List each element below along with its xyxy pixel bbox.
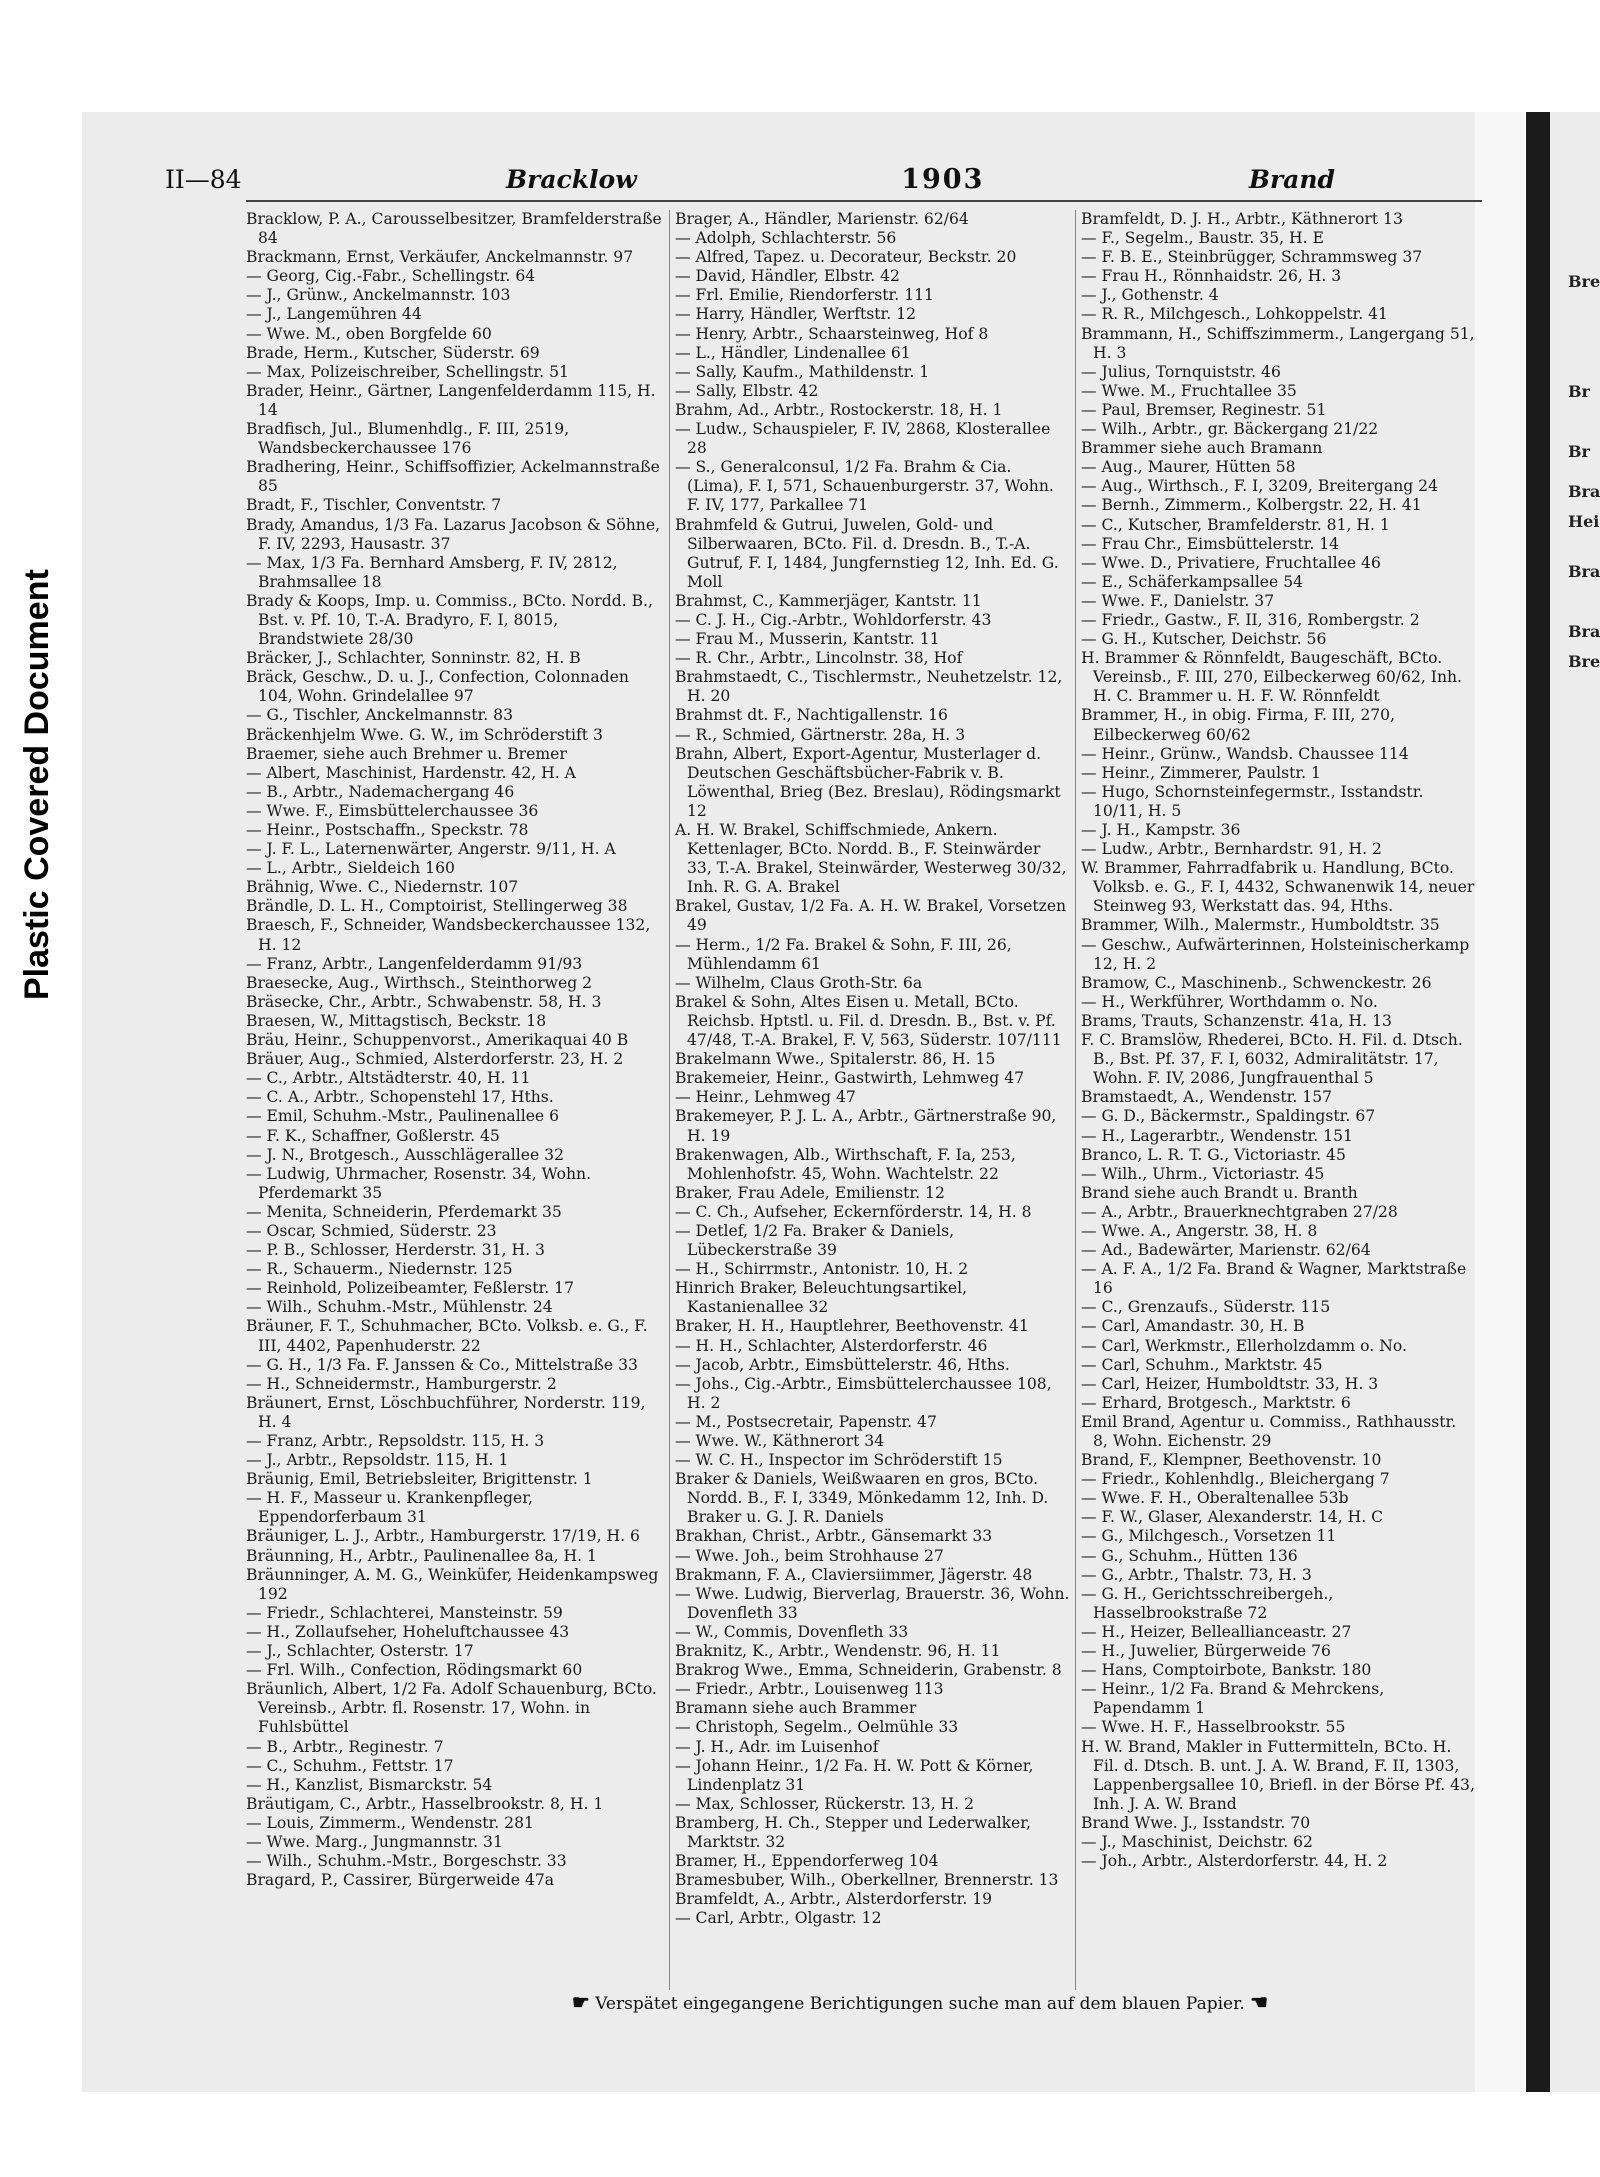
directory-entry: Bramer, H., Eppendorferweg 104 xyxy=(675,1852,939,1871)
directory-entry: — Herm., 1/2 Fa. Brakel & Sohn, F. III, 26, Mühlendamm 61 xyxy=(675,935,1012,973)
directory-entry: Brammann, H., Schiffszimmerm., Langergang 51, H. 3 xyxy=(1081,324,1475,362)
directory-entry: — Louis, Zimmerm., Wendenstr. 281 xyxy=(246,1813,534,1832)
directory-entry: — Sally, Kaufm., Mathildenstr. 1 xyxy=(675,362,930,381)
directory-entry: — Max, Schlosser, Rückerstr. 13, H. 2 xyxy=(675,1794,975,1813)
directory-entry: — Heinr., 1/2 Fa. Brand & Mehrckens, Papendamm 1 xyxy=(1081,1680,1385,1718)
directory-entry: Braemer, siehe auch Brehmer u. Bremer xyxy=(246,744,567,763)
directory-entry: Brady & Koops, Imp. u. Commiss., BCto. Nordd. B., Bst. v. Pf. 10, T.-A. Bradyro, F. I, 8015, Brandstwiete 28/30 xyxy=(246,591,653,649)
directory-entry: — Wwe. H. F., Hasselbrookstr. 55 xyxy=(1081,1718,1346,1737)
directory-entry: — J. H., Adr. im Luisenhof xyxy=(675,1737,879,1756)
directory-entry: — Wilhelm, Claus Groth-Str. 6a xyxy=(675,973,923,992)
directory-entry: F. C. Bramslöw, Rhederei, BCto. H. Fil. d. Dtsch. B., Bst. Pf. 37, F. I, 6032, Admiralitätstr. 17, Wohn. F. IV, 2086, Jungfrauenthal 5 xyxy=(1081,1031,1463,1088)
directory-entry: — F., Segelm., Baustr. 35, H. E xyxy=(1081,229,1324,248)
directory-entry: Branco, L. R. T. G., Victoriastr. 45 xyxy=(1081,1145,1346,1164)
directory-entry: Brammer, H., in obig. Firma, F. III, 270, Eilbeckerweg 60/62 xyxy=(1081,706,1396,744)
directory-entry: — J., Grünw., Anckelmannstr. 103 xyxy=(246,286,511,305)
column-divider xyxy=(669,210,670,1990)
directory-entry: Bramfeldt, A., Arbtr., Alsterdorferstr. 19 xyxy=(675,1890,993,1909)
directory-entry: — Julius, Tornquiststr. 46 xyxy=(1081,362,1281,381)
directory-entry: Brahmfeld & Gutrui, Juwelen, Gold- und Silberwaaren, BCto. Fil. d. Dresdn. B., T.-A. Gutruf, F. I, 1484, Jungfernstieg 12, Inh. Ed. G. Moll xyxy=(675,515,1059,591)
directory-entry: — G. H., Gerichtsschreibergeh., Hasselbrookstraße 72 xyxy=(1081,1584,1334,1622)
directory-entry: — Harry, Händler, Werftstr. 12 xyxy=(675,305,917,324)
directory-entry: — J. N., Brotgesch., Ausschlägerallee 32 xyxy=(246,1145,565,1164)
directory-entry: Bräcker, J., Schlachter, Sonninstr. 82, H. B xyxy=(246,649,581,668)
next-page-text: Bra xyxy=(1568,562,1600,581)
directory-entry: — B., Arbtr., Reginestr. 7 xyxy=(246,1737,444,1756)
directory-entry: — L., Arbtr., Sieldeich 160 xyxy=(246,859,455,878)
directory-entry: — Ad., Badewärter, Marienstr. 62/64 xyxy=(1081,1241,1371,1260)
directory-entry: — H., Werkführer, Worthdamm o. No. xyxy=(1081,992,1378,1011)
directory-entry: Bräsecke, Chr., Arbtr., Schwabenstr. 58, H. 3 xyxy=(246,992,602,1011)
directory-entry: Hinrich Braker, Beleuchtungsartikel, Kastanienallee 32 xyxy=(675,1279,968,1317)
directory-entry: — Wwe. F., Danielstr. 37 xyxy=(1081,591,1275,610)
directory-entry: Brade, Herm., Kutscher, Süderstr. 69 xyxy=(246,343,540,362)
directory-entry: Brakhan, Christ., Arbtr., Gänsemarkt 33 xyxy=(675,1527,993,1546)
directory-entry: — Frau M., Musserin, Kantstr. 11 xyxy=(675,630,940,649)
directory-entry: Bramow, C., Maschinenb., Schwenckestr. 26 xyxy=(1081,973,1432,992)
directory-entry: Bräuner, F. T., Schuhmacher, BCto. Volksb. e. G., F. III, 4402, Papenhuderstr. 22 xyxy=(246,1317,648,1355)
directory-entry: — H., Kanzlist, Bismarckstr. 54 xyxy=(246,1775,493,1794)
page-number: II—84 xyxy=(165,165,242,194)
directory-entry: — J., Gothenstr. 4 xyxy=(1081,286,1219,305)
directory-entry: — G. H., Kutscher, Deichstr. 56 xyxy=(1081,630,1327,649)
directory-entry: — Carl, Heizer, Humboldtstr. 33, H. 3 xyxy=(1081,1374,1379,1393)
directory-entry: Bradt, F., Tischler, Conventstr. 7 xyxy=(246,496,502,515)
directory-entry: — Menita, Schneiderin, Pferdemarkt 35 xyxy=(246,1202,562,1221)
directory-entry: — Heinr., Postschaffn., Speckstr. 78 xyxy=(246,821,529,839)
directory-entry: — Erhard, Brotgesch., Marktstr. 6 xyxy=(1081,1393,1351,1412)
footer-text: Verspätet eingegangene Berichtigungen suche man auf dem blauen Papier. xyxy=(595,1994,1245,2014)
directory-entry: Bradfisch, Jul., Blumenhdlg., F. III, 2519, Wandsbeckerchaussee 176 xyxy=(246,420,570,458)
directory-entry: — Johann Heinr., 1/2 Fa. H. W. Pott & Körner, Lindenplatz 31 xyxy=(675,1756,1034,1794)
directory-entry: — David, Händler, Elbstr. 42 xyxy=(675,267,900,286)
left-keyword: Bracklow xyxy=(506,165,637,194)
directory-entry: — Ludw., Schauspieler, F. IV, 2868, Klosterallee 28 xyxy=(675,420,1051,458)
directory-entry: Emil Brand, Agentur u. Commiss., Rathhausstr. 8, Wohn. Eichenstr. 29 xyxy=(1081,1412,1457,1450)
directory-entry: Braker, Frau Adele, Emilienstr. 12 xyxy=(675,1183,945,1202)
directory-entry: Brakel, Gustav, 1/2 Fa. A. H. W. Brakel, Vorsetzen 49 xyxy=(675,897,1067,935)
directory-entry: A. H. W. Brakel, Schiffschmiede, Ankern. Kettenlager, BCto. Nordd. B., F. Steinwärder 33, T.-A. Brakel, Steinwärder, Westerweg 30/32, Inh. R. G. A. Brakel xyxy=(675,821,1067,897)
directory-entry: — H. H., Schlachter, Alsterdorferstr. 46 xyxy=(675,1336,988,1355)
directory-entry: H. Brammer & Rönnfeldt, Baugeschäft, BCto. Vereinsb., F. III, 270, Eilbeckerweg 60/62, Inh. H. C. Brammer u. H. F. W. Rönnfeldt xyxy=(1081,649,1463,706)
directory-entry: Brand siehe auch Brandt u. Branth xyxy=(1081,1183,1358,1202)
directory-entry: — Max, Polizeischreiber, Schellingstr. 51 xyxy=(246,362,569,381)
directory-entry: — F. B. E., Steinbrügger, Schrammsweg 37 xyxy=(1081,248,1423,267)
directory-entry: — Geschw., Aufwärterinnen, Holsteinischerkamp 12, H. 2 xyxy=(1081,935,1470,973)
directory-entry: — Reinhold, Polizeibeamter, Feßlerstr. 17 xyxy=(246,1279,575,1298)
directory-entry: — Aug., Maurer, Hütten 58 xyxy=(1081,458,1296,477)
directory-entry: W. Brammer, Fahrradfabrik u. Handlung, BCto. Volksb. e. G., F. I, 4432, Schwanenwik 14, neuer Steinweg 93, Werkstatt das. 94, Hths. xyxy=(1081,859,1475,916)
directory-entry: Bräu, Heinr., Schuppenvorst., Amerikaquai 40 B xyxy=(246,1031,629,1050)
directory-entry: — Sally, Elbstr. 42 xyxy=(675,381,819,400)
directory-entry: — Heinr., Lehmweg 47 xyxy=(675,1088,856,1107)
directory-entry: — Ludw., Arbtr., Bernhardstr. 91, H. 2 xyxy=(1081,840,1382,859)
directory-entry: — Max, 1/3 Fa. Bernhard Amsberg, F. IV, 2812, Brahmsallee 18 xyxy=(246,553,618,591)
directory-entry: Brändle, D. L. H., Comptoirist, Stellingerweg 38 xyxy=(246,897,628,916)
directory-entry: Bräckenhjelm Wwe. G. W., im Schröderstift 3 xyxy=(246,725,603,744)
directory-entry: Bräunig, Emil, Betriebsleiter, Brigittenstr. 1 xyxy=(246,1470,593,1489)
directory-entry: Braknitz, K., Arbtr., Wendenstr. 96, H. 11 xyxy=(675,1642,1001,1661)
directory-entry: Brahmst, C., Kammerjäger, Kantstr. 11 xyxy=(675,591,982,610)
directory-entry: Bräck, Geschw., D. u. J., Confection, Colonnaden 104, Wohn. Grindelallee 97 xyxy=(246,668,629,706)
directory-entry: Bradhering, Heinr., Schiffsoffizier, Ackelmannstraße 85 xyxy=(246,458,660,496)
directory-entry: Bräuer, Aug., Schmied, Alsterdorferstr. 23, H. 2 xyxy=(246,1050,624,1069)
directory-entry: — L., Händler, Lindenallee 61 xyxy=(675,343,911,362)
directory-entry: Brady, Amandus, 1/3 Fa. Lazarus Jacobson & Söhne, F. IV, 2293, Hausastr. 37 xyxy=(246,515,661,553)
directory-entry: — Oscar, Schmied, Süderstr. 23 xyxy=(246,1221,497,1240)
directory-entry: — C. A., Arbtr., Schopenstehl 17, Hths. xyxy=(246,1088,554,1107)
directory-entry: — R., Schmied, Gärtnerstr. 28a, H. 3 xyxy=(675,725,966,744)
directory-entry: Brakelmann Wwe., Spitalerstr. 86, H. 15 xyxy=(675,1050,996,1069)
right-keyword: Brand xyxy=(1248,165,1335,194)
directory-entry: Brähnig, Wwe. C., Niedernstr. 107 xyxy=(246,878,519,897)
directory-entry: — G., Schuhm., Hütten 136 xyxy=(1081,1546,1298,1565)
directory-entry: — G., Tischler, Anckelmannstr. 83 xyxy=(246,706,513,725)
directory-entry: Brahmst dt. F., Nachtigallenstr. 16 xyxy=(675,706,948,725)
directory-entry: — Paul, Bremser, Reginestr. 51 xyxy=(1081,400,1327,419)
column-2 xyxy=(675,210,1070,1990)
binding-gap xyxy=(1526,112,1550,2092)
directory-entry: — Wwe. F. H., Oberaltenallee 53b xyxy=(1081,1489,1349,1508)
directory-entry: — Wilh., Arbtr., gr. Bäckergang 21/22 xyxy=(1081,420,1379,439)
directory-entry: — Albert, Maschinist, Hardenstr. 42, H. A xyxy=(246,763,576,782)
directory-entry: — Alfred, Tapez. u. Decorateur, Beckstr. 20 xyxy=(675,248,1017,267)
year: 1903 xyxy=(901,164,985,195)
next-page-text: Br xyxy=(1568,442,1590,461)
directory-entry: — Frau H., Rönnhaidstr. 26, H. 3 xyxy=(1081,267,1342,286)
directory-entry: — Wilh., Schuhm.-Mstr., Mühlenstr. 24 xyxy=(246,1298,553,1317)
directory-entry: Bracklow, P. A., Carousselbesitzer, Bramfelderstraße 84 xyxy=(246,210,662,248)
directory-entry: Bramann siehe auch Brammer xyxy=(675,1699,917,1718)
directory-entry: — C. J. H., Cig.-Arbtr., Wohldorferstr. 43 xyxy=(675,610,992,629)
directory-entry: — Johs., Cig.-Arbtr., Eimsbüttelerchaussee 108, H. 2 xyxy=(675,1374,1052,1412)
directory-entry: — W. C. H., Inspector im Schröderstift 15 xyxy=(675,1451,1003,1470)
directory-entry: — A., Arbtr., Brauerknechtgraben 27/28 xyxy=(1081,1202,1398,1221)
directory-entry: Brager, A., Händler, Marienstr. 62/64 xyxy=(675,210,969,228)
directory-entry: — Emil, Schuhm.-Mstr., Paulinenallee 6 xyxy=(246,1107,560,1126)
directory-entry: — Franz, Arbtr., Repsoldstr. 115, H. 3 xyxy=(246,1432,545,1450)
directory-entry: Braesch, F., Schneider, Wandsbeckerchaussee 132, H. 12 xyxy=(246,916,651,954)
directory-entry: — Ludwig, Uhrmacher, Rosenstr. 34, Wohn. Pferdemarkt 35 xyxy=(246,1164,592,1202)
directory-entry: — Frau Chr., Eimsbüttelerstr. 14 xyxy=(1081,534,1340,553)
directory-entry: — Wwe. D., Privatiere, Fruchtallee 46 xyxy=(1081,553,1381,572)
column-1 xyxy=(246,210,664,1990)
directory-entry: Brakemeier, Heinr., Gastwirth, Lehmweg 47 xyxy=(675,1069,1025,1088)
directory-entry: — Carl, Arbtr., Olgastr. 12 xyxy=(675,1909,882,1928)
directory-entry: — J. H., Kampstr. 36 xyxy=(1081,821,1241,839)
directory-entry: — Jacob, Arbtr., Eimsbüttelerstr. 46, Hths. xyxy=(675,1355,1010,1374)
page-edge xyxy=(1475,112,1525,2092)
directory-entry: — H. F., Masseur u. Krankenpfleger, Eppendorferbaum 31 xyxy=(246,1489,533,1527)
directory-entry: — C., Grenzaufs., Süderstr. 115 xyxy=(1081,1298,1331,1317)
directory-entry: — Wwe. M., oben Borgfelde 60 xyxy=(246,324,492,343)
directory-entry: Brader, Heinr., Gärtner, Langenfelderdamm 115, H. 14 xyxy=(246,381,656,419)
directory-entry: — J., Schlachter, Osterstr. 17 xyxy=(246,1642,474,1661)
directory-entry: — S., Generalconsul, 1/2 Fa. Brahm & Cia. (Lima), F. I, 571, Schauenburgerstr. 37, Wohn. F. IV, 177, Parkallee 71 xyxy=(675,458,1054,515)
directory-entry: — Detlef, 1/2 Fa. Braker & Daniels, Lübeckerstraße 39 xyxy=(675,1221,955,1260)
directory-entry: — C., Schuhm., Fettstr. 17 xyxy=(246,1756,454,1775)
directory-entry: — Adolph, Schlachterstr. 56 xyxy=(675,229,897,248)
directory-entry: — Wwe. Ludwig, Bierverlag, Brauerstr. 36, Wohn. Dovenfleth 33 xyxy=(675,1584,1070,1622)
next-page-text: Hei xyxy=(1568,512,1600,531)
directory-entry: Brahm, Ad., Arbtr., Rostockerstr. 18, H. 1 xyxy=(675,400,1003,419)
directory-entry: — E., Schäferkampsallee 54 xyxy=(1081,572,1304,591)
directory-entry: — J. F. L., Laternenwärter, Angerstr. 9/11, H. A xyxy=(246,840,616,859)
directory-entry: — Wwe. Marg., Jungmannstr. 31 xyxy=(246,1832,503,1851)
directory-entry: — Joh., Arbtr., Alsterdorferstr. 44, H. 2 xyxy=(1081,1852,1388,1871)
directory-entry: — Franz, Arbtr., Langenfelderdamm 91/93 xyxy=(246,954,583,973)
directory-entry: — Friedr., Arbtr., Louisenweg 113 xyxy=(675,1680,944,1699)
footer-note xyxy=(490,1990,1350,2014)
directory-entry: Bragard, P., Cassirer, Bürgerweide 47a xyxy=(246,1871,555,1890)
page-header xyxy=(165,164,1335,200)
directory-entry: — Henry, Arbtr., Schaarsteinweg, Hof 8 xyxy=(675,324,989,343)
directory-entry: Brammer, Wilh., Malermstr., Humboldtstr. 35 xyxy=(1081,916,1440,935)
directory-entry: — Wwe. W., Käthnerort 34 xyxy=(675,1432,885,1450)
directory-entry: — P. B., Schlosser, Herderstr. 31, H. 3 xyxy=(246,1241,545,1260)
directory-entry: Bräuniger, L. J., Arbtr., Hamburgerstr. 17/19, H. 6 xyxy=(246,1527,640,1546)
directory-entry: — C. Ch., Aufseher, Eckernförderstr. 14, H. 8 xyxy=(675,1202,1032,1221)
directory-entry: — G. H., 1/3 Fa. F. Janssen & Co., Mittelstraße 33 xyxy=(246,1355,638,1374)
next-page-text: Bre xyxy=(1568,652,1600,671)
directory-entry: — H., Schneidermstr., Hamburgerstr. 2 xyxy=(246,1374,557,1393)
next-page-text: Bra xyxy=(1568,482,1600,501)
directory-entry: — Christoph, Segelm., Oelmühle 33 xyxy=(675,1718,959,1737)
next-page-fragment xyxy=(1550,112,1600,2092)
directory-entry: Bramberg, H. Ch., Stepper und Lederwalker, Marktstr. 32 xyxy=(675,1813,1031,1851)
directory-entry: — C., Kutscher, Bramfelderstr. 81, H. 1 xyxy=(1081,515,1390,534)
directory-entry: — J., Arbtr., Repsoldstr. 115, H. 1 xyxy=(246,1451,509,1470)
directory-entry: — M., Postsecretair, Papenstr. 47 xyxy=(675,1412,937,1431)
directory-entry: — G. D., Bäckermstr., Spaldingstr. 67 xyxy=(1081,1107,1376,1126)
directory-entry: Braker & Daniels, Weißwaaren en gros, BCto. Nordd. B., F. I, 3349, Mönkedamm 12, Inh. D. Braker u. G. J. R. Daniels xyxy=(675,1470,1049,1527)
directory-entry: — G., Arbtr., Thalstr. 73, H. 3 xyxy=(1081,1565,1312,1584)
next-page-text: Bre xyxy=(1568,272,1600,291)
header-rule xyxy=(246,200,1482,202)
directory-entry: — R. R., Milchgesch., Lohkoppelstr. 41 xyxy=(1081,305,1388,324)
directory-entry: — Aug., Wirthsch., F. I, 3209, Breitergang 24 xyxy=(1081,477,1439,496)
directory-entry: Brakel & Sohn, Altes Eisen u. Metall, BCto. Reichsb. Hptstl. u. Fil. d. Dresdn. B., Bst. v. Pf. 47/48, T.-A. Brakel, F. V, 563, Süderstr. 107/111 xyxy=(675,992,1062,1050)
directory-entry: Brahn, Albert, Export-Agentur, Musterlager d. Deutschen Geschäftsbücher-Fabrik v. B. Löwenthal, Brieg (Bez. Breslau), Rödingsmarkt 12 xyxy=(675,744,1061,820)
directory-entry: — Heinr., Zimmerer, Paulstr. 1 xyxy=(1081,763,1321,782)
directory-entry: Braesecke, Aug., Wirthsch., Steinthorweg 2 xyxy=(246,973,593,992)
directory-entry: — H., Zollaufseher, Hoheluftchaussee 43 xyxy=(246,1622,570,1641)
directory-entry: — Hugo, Schornsteinfegermstr., Isstandstr. 10/11, H. 5 xyxy=(1081,782,1424,820)
directory-entry: Brand Wwe. J., Isstandstr. 70 xyxy=(1081,1813,1311,1832)
directory-entry: — Frl. Emilie, Riendorferstr. 111 xyxy=(675,286,934,305)
directory-entry: Bräutigam, C., Arbtr., Hasselbrookstr. 8, H. 1 xyxy=(246,1794,604,1813)
directory-entry: Brams, Trauts, Schanzenstr. 41a, H. 13 xyxy=(1081,1011,1392,1030)
directory-entry: Braesen, W., Mittagstisch, Beckstr. 18 xyxy=(246,1011,547,1030)
directory-entry: Brand, F., Klempner, Beethovenstr. 10 xyxy=(1081,1451,1382,1470)
directory-entry: Bräunninger, A. M. G., Weinküfer, Heidenkampsweg 192 xyxy=(246,1565,659,1603)
directory-entry: — Carl, Amandastr. 30, H. B xyxy=(1081,1317,1305,1336)
directory-entry: — G., Milchgesch., Vorsetzen 11 xyxy=(1081,1527,1337,1546)
directory-entry: Brackmann, Ernst, Verkäufer, Anckelmannstr. 97 xyxy=(246,248,634,267)
directory-entry: H. W. Brand, Makler in Futtermitteln, BCto. H. Fil. d. Dtsch. B. unt. J. A. W. Brand, F. II, 1303, Lappenbergsallee 10, Briefl. in der Börse Pf. 43, Inh. J. A. W. Brand xyxy=(1081,1737,1475,1813)
directory-entry: Brakemeyer, P. J. L. A., Arbtr., Gärtnerstraße 90, H. 19 xyxy=(675,1107,1057,1145)
directory-entry: — Frl. Wilh., Confection, Rödingsmarkt 60 xyxy=(246,1661,583,1680)
directory-entry: — Heinr., Grünw., Wandsb. Chaussee 114 xyxy=(1081,744,1409,763)
directory-entry: Bräunning, H., Arbtr., Paulinenallee 8a, H. 1 xyxy=(246,1546,597,1565)
directory-entry: — W., Commis, Dovenfleth 33 xyxy=(675,1622,909,1641)
directory-entry: Bramesbuber, Wilh., Oberkellner, Brennerstr. 13 xyxy=(675,1871,1059,1890)
directory-entry: — Wwe. Joh., beim Strohhause 27 xyxy=(675,1546,944,1565)
directory-entry: — F. W., Glaser, Alexanderstr. 14, H. C xyxy=(1081,1508,1384,1527)
directory-entry: — Hans, Comptoirbote, Bankstr. 180 xyxy=(1081,1661,1372,1680)
pointing-hand-icon: ☚ xyxy=(1250,1990,1269,2014)
directory-entry: — Carl, Werkmstr., Ellerholzdamm o. No. xyxy=(1081,1336,1407,1355)
pointing-hand-icon: ☛ xyxy=(571,1990,590,2014)
directory-entry: Bräunlich, Albert, 1/2 Fa. Adolf Schauenburg, BCto. Vereinsb., Arbtr. fl. Rosenstr. 17, Wohn. in Fuhlsbüttel xyxy=(246,1680,657,1737)
directory-entry: — R., Schauerm., Niedernstr. 125 xyxy=(246,1260,513,1279)
directory-entry: — Wilh., Schuhm.-Mstr., Borgeschstr. 33 xyxy=(246,1852,567,1871)
directory-entry: — J., Maschinist, Deichstr. 62 xyxy=(1081,1832,1313,1851)
directory-entry: — Bernh., Zimmerm., Kolbergstr. 22, H. 41 xyxy=(1081,496,1422,515)
column-3 xyxy=(1081,210,1476,1990)
directory-entry: — Wwe. F., Eimsbüttelerchaussee 36 xyxy=(246,801,539,820)
next-page-text: Br xyxy=(1568,382,1590,401)
directory-entry: — Wwe. A., Angerstr. 38, H. 8 xyxy=(1081,1221,1318,1240)
directory-entry: Brammer siehe auch Bramann xyxy=(1081,439,1323,458)
directory-entry: — Friedr., Gastw., F. II, 316, Rombergstr. 2 xyxy=(1081,610,1420,629)
directory-entry: — R. Chr., Arbtr., Lincolnstr. 38, Hof xyxy=(675,649,963,668)
directory-entry: — B., Arbtr., Nademachergang 46 xyxy=(246,782,515,801)
directory-entry: — C., Arbtr., Altstädterstr. 40, H. 11 xyxy=(246,1069,531,1088)
directory-entry: — H., Juwelier, Bürgerweide 76 xyxy=(1081,1642,1331,1661)
directory-entry: — H., Heizer, Belleallianceastr. 27 xyxy=(1081,1622,1352,1641)
directory-entry: — H., Schirrmstr., Antonistr. 10, H. 2 xyxy=(675,1260,969,1279)
directory-entry: Bramfeldt, D. J. H., Arbtr., Käthnerort 13 xyxy=(1081,210,1403,228)
directory-entry: Brakmann, F. A., Claviersiimmer, Jägerstr. 48 xyxy=(675,1565,1033,1584)
column-divider xyxy=(1075,210,1076,1990)
next-page-text: Bra xyxy=(1568,622,1600,641)
directory-entry: — Friedr., Kohlenhdlg., Bleichergang 7 xyxy=(1081,1470,1390,1489)
directory-entry: — J., Langemühren 44 xyxy=(246,305,422,324)
directory-entry: — A. F. A., 1/2 Fa. Brand & Wagner, Marktstraße 16 xyxy=(1081,1260,1467,1298)
directory-entry: Bräunert, Ernst, Löschbuchführer, Norderstr. 119, H. 4 xyxy=(246,1393,646,1431)
directory-entry: Brahmstaedt, C., Tischlermstr., Neuhetzelstr. 12, H. 20 xyxy=(675,668,1063,706)
directory-entry: Bramstaedt, A., Wendenstr. 157 xyxy=(1081,1088,1333,1107)
directory-entry: — Georg, Cig.-Fabr., Schellingstr. 64 xyxy=(246,267,536,286)
directory-entry: Brakrog Wwe., Emma, Schneiderin, Grabenstr. 8 xyxy=(675,1661,1062,1680)
directory-entry: — F. K., Schaffner, Goßlerstr. 45 xyxy=(246,1126,500,1145)
directory-entry: — H., Lagerarbtr., Wendenstr. 151 xyxy=(1081,1126,1353,1145)
directory-entry: — Wwe. M., Fruchtallee 35 xyxy=(1081,381,1297,400)
directory-entry: — Carl, Schuhm., Marktstr. 45 xyxy=(1081,1355,1323,1374)
side-label: Plastic Covered Document xyxy=(18,569,56,1000)
directory-entry: — Wilh., Uhrm., Victoriastr. 45 xyxy=(1081,1164,1325,1183)
directory-entry: Brakenwagen, Alb., Wirthschaft, F. Ia, 253, Mohlenhofstr. 45, Wohn. Wachtelstr. 22 xyxy=(675,1145,1016,1183)
directory-entry: Braker, H. H., Hauptlehrer, Beethovenstr. 41 xyxy=(675,1317,1029,1336)
directory-entry: — Friedr., Schlachterei, Mansteinstr. 59 xyxy=(246,1603,563,1622)
